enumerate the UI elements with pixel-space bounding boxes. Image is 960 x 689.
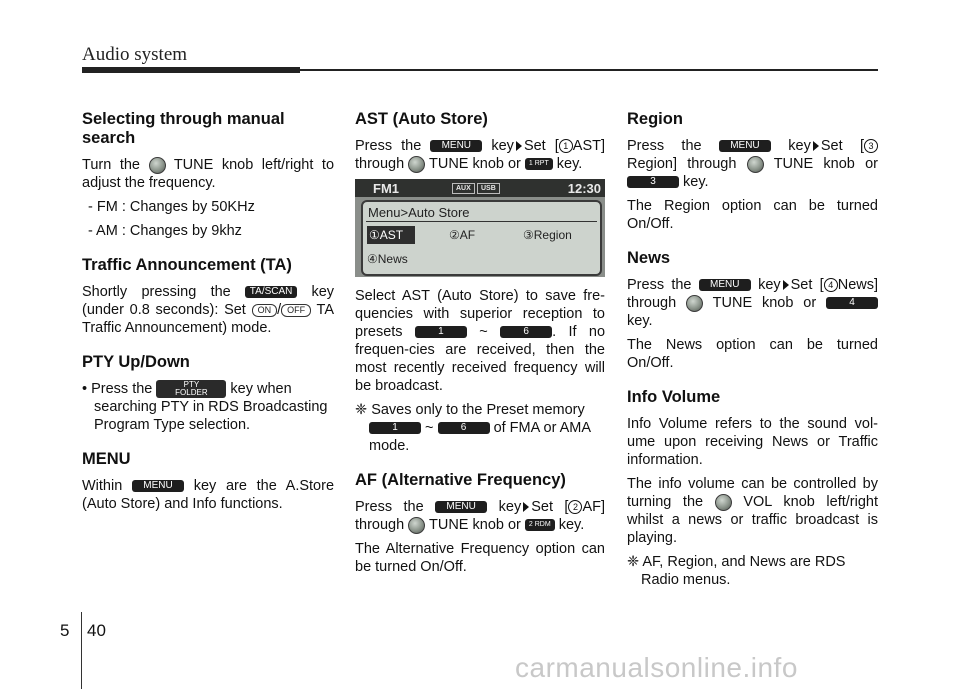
- af-description: The Alternative Frequency option can be turned On/Off.: [355, 541, 605, 575]
- manual-search-text: Turn the TUNE knob left/right to adjust the frequency.: [82, 157, 335, 191]
- preset-6-key-icon: 6: [438, 422, 490, 434]
- screen-divider: [366, 221, 597, 222]
- info-volume-text-2: The info volume can be controlled by turning the VOL knob left/right whilst a news or traffic broadcast is playing.: [627, 476, 879, 546]
- pty-folder-key-icon: PTY FOLDER: [156, 380, 226, 398]
- circled-number-icon: 1: [559, 139, 573, 153]
- region-heading: Region: [627, 110, 683, 128]
- off-key-icon: OFF: [281, 304, 311, 317]
- screen-item-ast: ①AST: [367, 226, 415, 244]
- ast-instructions: Press the MENU key Set [ 1 AST] through TUNE knob or 1 RPT key.: [355, 138, 606, 172]
- menu-key-icon: MENU: [719, 140, 771, 152]
- arrow-right-icon: [813, 141, 819, 151]
- rpt-key-icon: 1 RPT: [525, 158, 553, 170]
- rdm-key-icon: 2 RDM: [525, 519, 555, 531]
- info-volume-text-1: Info Volume refers to the sound vol-ume upon receiving News or Traffic information.: [627, 416, 878, 468]
- ast-description: Select AST (Auto Store) to save fre-quencies with superior reception to presets 1 ~ 6 . If no frequen-cies are received, then the most recently received frequency will be broadcast.: [355, 288, 606, 394]
- footer-divider: [81, 612, 82, 689]
- info-volume-note: ❈ AF, Region, and News are RDS Radio menus.: [627, 554, 846, 588]
- preset-1-key-icon: 1: [369, 422, 421, 434]
- page-header-title: Audio system: [82, 44, 188, 65]
- menu-key-icon: MENU: [699, 279, 751, 291]
- menu-text: Within MENU key are the A.Store (Auto Store) and Info functions.: [82, 478, 335, 513]
- header-rule-thick: [82, 67, 300, 73]
- menu-key-icon: MENU: [430, 140, 482, 152]
- info-volume-heading: Info Volume: [627, 388, 721, 406]
- tune-knob-icon: [408, 156, 425, 173]
- manual-search-heading: Selecting through manual search: [82, 110, 285, 147]
- pty-bullet-text: • Press the PTY FOLDER key when searching PTY in RDS Broadcasting Program Type selection.: [82, 380, 328, 434]
- news-instructions: Press the MENU key Set [ 4 News] through TUNE knob or 4 key.: [627, 277, 879, 329]
- vol-knob-icon: [715, 494, 732, 511]
- news-description: The News option can be turned On/Off.: [627, 337, 878, 371]
- watermark: carmanualsonline.info: [515, 652, 798, 683]
- circled-number-icon: 3: [864, 139, 878, 153]
- screen-item-af: ②AF: [449, 228, 476, 242]
- arrow-right-icon: [523, 502, 529, 512]
- ast-heading: AST (Auto Store): [355, 110, 488, 128]
- screen-band: FM1: [373, 181, 399, 196]
- screen-usb-badge: USB: [477, 183, 500, 194]
- menu-key-icon: MENU: [132, 480, 184, 492]
- circled-number-icon: 4: [824, 278, 838, 292]
- ta-scan-key-icon: TA/SCAN: [245, 286, 297, 298]
- column-middle: [355, 110, 605, 582]
- region-instructions: Press the MENU key Set [ 3 Region] through TUNE knob or 3 key.: [627, 138, 879, 190]
- fm-step-text: - FM : Changes by 50KHz: [88, 199, 255, 215]
- menu-key-icon: MENU: [435, 501, 487, 513]
- screen-status-bar: [355, 179, 605, 197]
- tune-knob-icon: [686, 295, 703, 312]
- news-heading: News: [627, 249, 671, 267]
- arrow-right-icon: [783, 280, 789, 290]
- header-rule-thin: [300, 69, 878, 71]
- af-instructions: Press the MENU key Set [ 2 AF] through TUNE knob or 2 RDM key.: [355, 499, 606, 533]
- preset-4-key-icon: 4: [826, 297, 878, 309]
- chapter-number: 5: [60, 621, 70, 640]
- column-left: [82, 110, 334, 519]
- tune-knob-icon: [149, 157, 166, 174]
- preset-3-key-icon: 3: [627, 176, 679, 188]
- screen-clock: 12:30: [567, 181, 601, 196]
- screen-menu-panel: [361, 200, 602, 276]
- radio-screen: [355, 179, 605, 277]
- on-key-icon: ON: [252, 304, 278, 317]
- ast-note: ❈ Saves only to the Preset memory 1 ~ 6 of FMA or AMA mode.: [355, 402, 591, 454]
- preset-1-key-icon: 1: [415, 326, 467, 338]
- arrow-right-icon: [516, 141, 522, 151]
- ta-text: Shortly pressing the TA/SCAN key (under 0.8 seconds): Set ON / OFF TA Traffic Announcement) mode.: [82, 284, 335, 336]
- screen-menu-title: Menu>Auto Store: [368, 205, 470, 220]
- screen-item-region: ③Region: [523, 228, 572, 242]
- ta-heading: Traffic Announcement (TA): [82, 256, 292, 274]
- region-description: The Region option can be turned On/Off.: [627, 198, 878, 232]
- screen-item-news: ④News: [367, 252, 408, 266]
- am-step-text: - AM : Changes by 9khz: [88, 223, 242, 239]
- column-right: [627, 110, 878, 595]
- page-number: 40: [87, 621, 106, 640]
- pty-heading: PTY Up/Down: [82, 353, 190, 371]
- af-heading: AF (Alternative Frequency): [355, 471, 566, 489]
- tune-knob-icon: [408, 517, 425, 534]
- menu-heading: MENU: [82, 450, 131, 469]
- preset-6-key-icon: 6: [500, 326, 552, 338]
- tune-knob-icon: [747, 156, 764, 173]
- circled-number-icon: 2: [568, 500, 582, 514]
- screen-aux-badge: AUX: [452, 183, 475, 194]
